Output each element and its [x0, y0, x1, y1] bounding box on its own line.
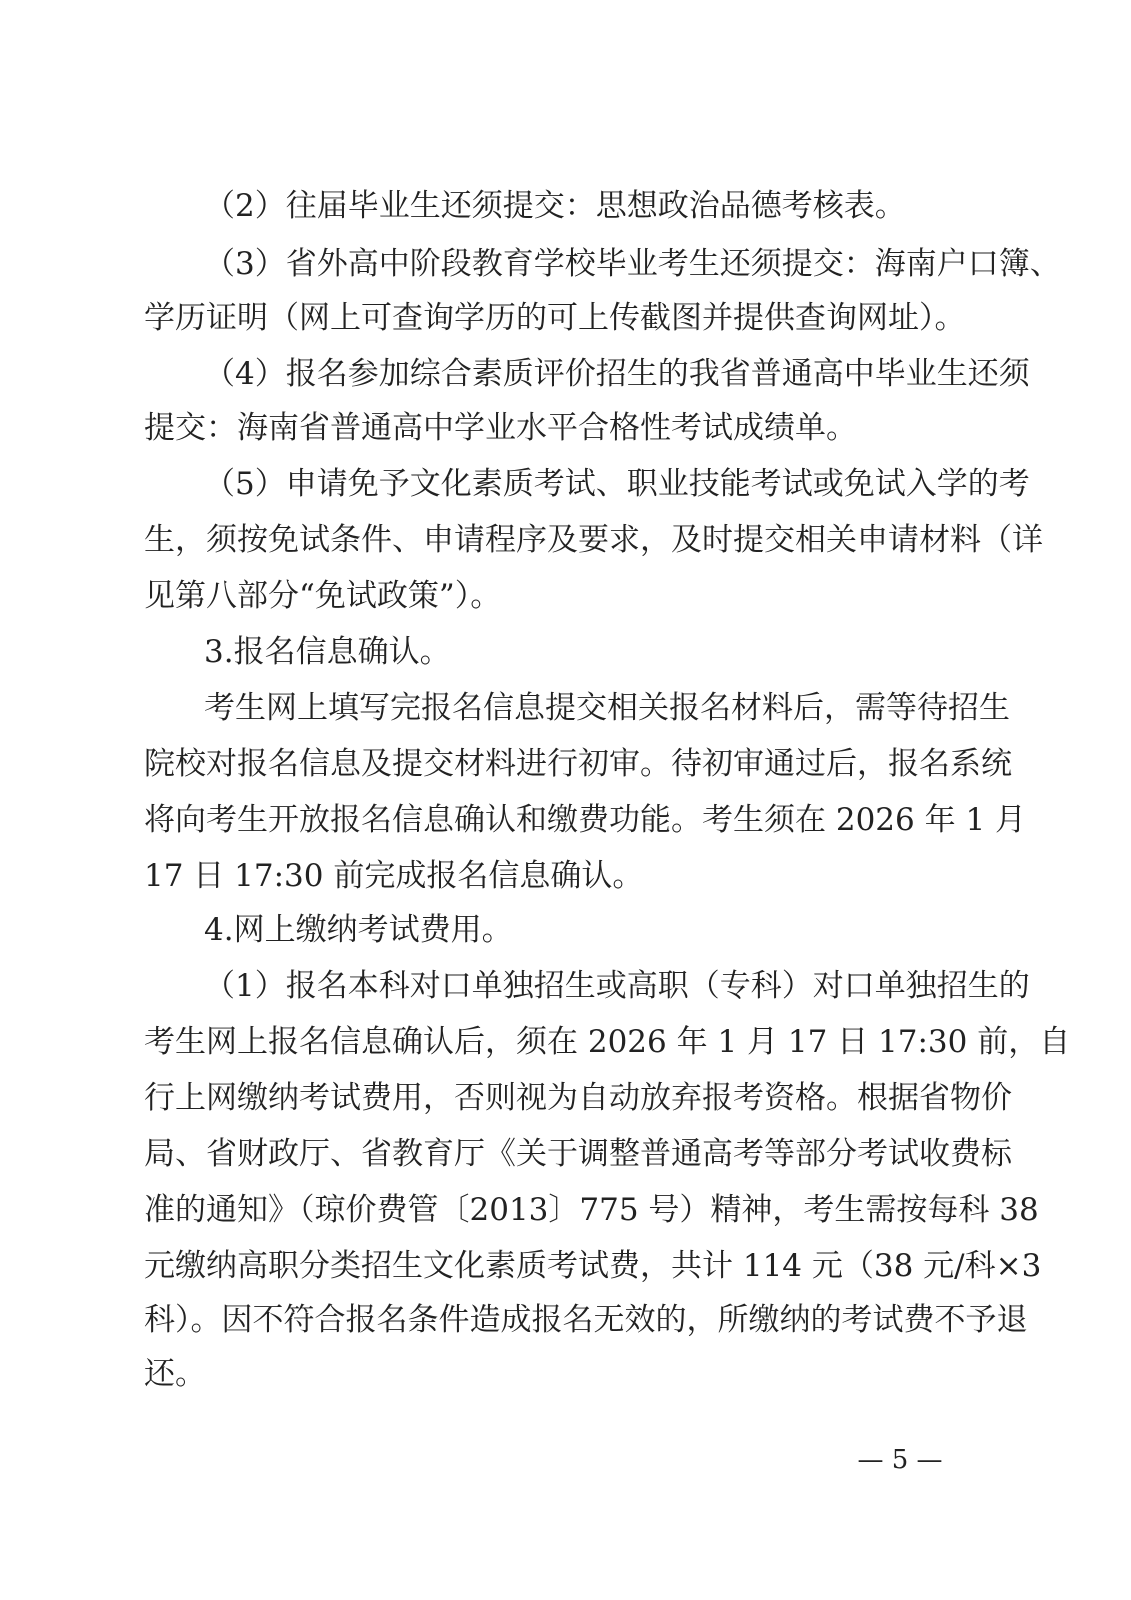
paragraph-line: 行上网缴纳考试费用，否则视为自动放弃报考资格。根据省物价 [144, 1080, 1012, 1116]
paragraph-line: 院校对报名信息及提交材料进行初审。待初审通过后，报名系统 [144, 746, 1012, 782]
paragraph-line: 考生网上报名信息确认后，须在 2026 年 1 月 17 日 17:30 前，自 [144, 1024, 1071, 1060]
paragraph-line: 17 日 17:30 前完成报名信息确认。 [144, 858, 644, 894]
paragraph-line: （1）报名本科对口单独招生或高职（专科）对口单独招生的 [204, 968, 1030, 1004]
paragraph-line: 生，须按免试条件、申请程序及要求，及时提交相关申请材料（详 [144, 522, 1043, 558]
paragraph-line: 考生网上填写完报名信息提交相关报名材料后，需等待招生 [204, 690, 1010, 726]
paragraph-line: 元缴纳高职分类招生文化素质考试费，共计 114 元（38 元/科×3 [144, 1248, 1042, 1284]
section-heading: 3.报名信息确认。 [204, 634, 451, 670]
paragraph-line: （3）省外高中阶段教育学校毕业考生还须提交：海南户口簿、 [204, 246, 1061, 282]
paragraph-line: 局、省财政厅、省教育厅《关于调整普通高考等部分考试收费标 [144, 1136, 1012, 1172]
paragraph-line: 科）。因不符合报名条件造成报名无效的，所缴纳的考试费不予退 [144, 1302, 1028, 1338]
paragraph-line: 学历证明（网上可查询学历的可上传截图并提供查询网址）。 [144, 300, 966, 336]
paragraph-line: 将向考生开放报名信息确认和缴费功能。考生须在 2026 年 1 月 [144, 802, 1027, 838]
page-number: — 5 — [857, 1445, 943, 1475]
section-heading: 4.网上缴纳考试费用。 [204, 912, 513, 948]
paragraph-line: 提交：海南省普通高中学业水平合格性考试成绩单。 [144, 410, 857, 446]
paragraph-line: 准的通知》（琼价费管〔2013〕775 号）精神，考生需按每科 38 [144, 1192, 1039, 1228]
paragraph-line: （4）报名参加综合素质评价招生的我省普通高中毕业生还须 [204, 356, 1030, 392]
paragraph-line: 见第八部分“免试政策”）。 [144, 578, 502, 614]
paragraph-line: 还。 [144, 1356, 206, 1392]
paragraph-line: （2）往届毕业生还须提交：思想政治品德考核表。 [204, 188, 906, 224]
paragraph-line: （5）申请免予文化素质考试、职业技能考试或免试入学的考 [204, 466, 1030, 502]
